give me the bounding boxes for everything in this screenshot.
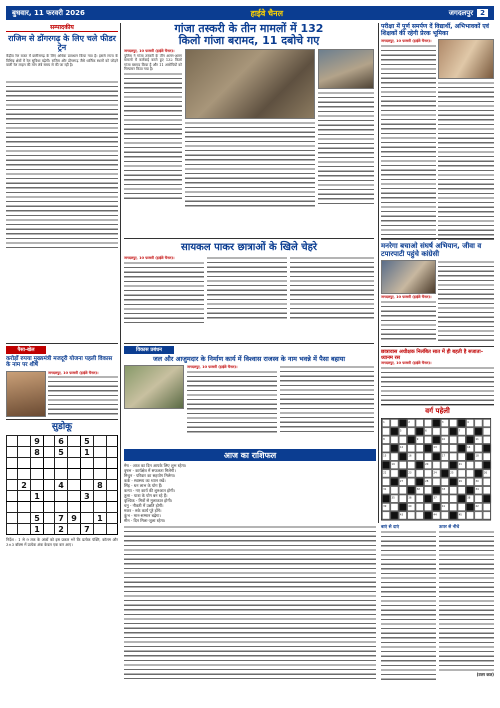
sudoku-title: सुडोकू <box>51 422 73 432</box>
mnrega-story <box>381 242 494 344</box>
sudoku-cell[interactable] <box>31 469 44 480</box>
crossword-down-label: ऊपर से नीचे <box>439 525 460 530</box>
sudoku-cell[interactable]: 1 <box>31 491 44 502</box>
horoscope-list <box>124 463 376 523</box>
horoscope-title: आज का राशिफल <box>124 449 376 461</box>
lead-text-col1 <box>124 72 182 202</box>
crossword-footer: (उत्तर कल) <box>476 672 494 677</box>
lead-text-col2 <box>185 121 315 207</box>
exam-headline: परीक्षा में पूर्ण समर्पण दें विद्यार्थी, अभिभावकों एवं शिक्षकों की रहेगी प्रेरक भूमिका <box>381 23 489 37</box>
section-divider <box>124 343 374 344</box>
cycle-text-col3 <box>290 256 374 322</box>
horoscope-item: वृषभ - कार्यक्षेत्र में सफलता मिलेगी। <box>124 468 176 473</box>
sudoku-cell[interactable]: 8 <box>31 447 44 458</box>
section-divider <box>6 343 118 344</box>
crossword-clues <box>381 524 494 680</box>
lead-story <box>124 23 374 207</box>
cycle-text-col2 <box>207 256 287 322</box>
horoscope-section <box>124 449 376 679</box>
sudoku-cell[interactable] <box>93 524 106 535</box>
wages-kicker: पैसा-खेल <box>6 346 46 354</box>
left-story-wages <box>6 346 118 417</box>
horoscope-item: मकर - रुके कार्य पूरे होंगे। <box>124 508 162 513</box>
horoscope-item: मीन - दिन मिला-जुला रहेगा। <box>124 518 166 523</box>
sudoku-cell[interactable]: 5 <box>80 436 93 447</box>
sudoku-cell[interactable] <box>43 458 54 469</box>
sudoku-cell[interactable] <box>18 524 31 535</box>
editorial-text-block <box>6 80 118 248</box>
sudoku-cell[interactable] <box>93 447 106 458</box>
sudoku-cell[interactable] <box>68 447 81 458</box>
sudoku-cell[interactable] <box>68 436 81 447</box>
section-divider <box>381 346 494 347</box>
wages-photo <box>6 371 46 417</box>
mnrega-text-col2 <box>438 260 494 344</box>
center-story-water <box>124 346 374 436</box>
column-divider <box>120 23 121 523</box>
sudoku-cell[interactable] <box>80 513 93 524</box>
sudoku-cell[interactable] <box>7 480 18 491</box>
sudoku-cell[interactable]: 7 <box>80 524 93 535</box>
horoscope-text-block <box>124 525 376 679</box>
exam-photo <box>438 39 494 79</box>
wages-headline: करोड़ों रुपया मुख्यमंत्री मजदूरी योजना पहली विकास के नाम पर शीर्ष <box>6 356 113 369</box>
sudoku-cell[interactable] <box>68 502 81 513</box>
sudoku-cell[interactable] <box>43 480 54 491</box>
water-headline: जल और आजुमदार के निर्माण कार्य में विश्वास राजस्व के नाम भवन्ने में पैसा बहाया <box>152 355 346 363</box>
cycle-text-col1 <box>124 261 204 323</box>
wages-text <box>48 375 118 417</box>
sudoku-grid[interactable] <box>6 435 118 535</box>
sudoku-cell[interactable] <box>68 524 81 535</box>
horoscope-item: कर्क - स्वास्थ्य का ध्यान रखें। <box>124 478 166 483</box>
section-divider <box>6 419 118 420</box>
section-name: जगदलपुर <box>448 8 474 17</box>
sudoku-section <box>6 422 118 547</box>
mnrega-photo <box>381 260 436 294</box>
sudoku-cell[interactable] <box>106 480 117 491</box>
mnrega-text-col1 <box>381 300 436 340</box>
wages-dateline: जगदलपुर, 10 फरवरी (हाईवे चैनल)। <box>48 370 99 375</box>
sudoku-cell[interactable] <box>31 502 44 513</box>
sudoku-cell[interactable] <box>106 491 117 502</box>
section-divider <box>381 238 494 239</box>
sudoku-cell[interactable]: 7 <box>55 513 68 524</box>
exam-text-col1 <box>381 44 436 240</box>
sudoku-cell[interactable]: 5 <box>55 447 68 458</box>
sudoku-cell[interactable] <box>93 469 106 480</box>
section-divider <box>381 404 494 405</box>
sudoku-cell[interactable] <box>43 436 54 447</box>
sudoku-cell[interactable] <box>93 491 106 502</box>
water-text-col2 <box>280 365 374 435</box>
page-number: 2 <box>477 9 488 17</box>
sudoku-cell[interactable] <box>93 502 106 513</box>
sudoku-cell[interactable] <box>80 458 93 469</box>
horoscope-item: वृश्चिक - मित्रों से मुलाकात होगी। <box>124 498 173 503</box>
horoscope-item: कुंभ - मान-सम्मान बढ़ेगा। <box>124 513 161 518</box>
column-divider <box>378 23 379 523</box>
horoscope-item: सिंह - धन लाभ के योग हैं। <box>124 483 163 488</box>
sudoku-cell[interactable] <box>68 458 81 469</box>
sudoku-cell[interactable] <box>18 513 31 524</box>
sudoku-cell[interactable] <box>43 469 54 480</box>
sudoku-cell[interactable] <box>68 491 81 502</box>
sudoku-cell[interactable] <box>18 458 31 469</box>
horoscope-item: कन्या - नए कार्य की शुरुआत होगी। <box>124 488 175 493</box>
hostel-story <box>381 349 494 408</box>
exam-text-col2 <box>438 81 494 241</box>
sudoku-cell[interactable]: 2 <box>55 524 68 535</box>
sudoku-cell[interactable] <box>43 524 54 535</box>
crossword-across-label: बाएं से दाएं <box>381 525 399 530</box>
sudoku-cell[interactable]: 1 <box>80 447 93 458</box>
sudoku-cell[interactable]: 2 <box>18 480 31 491</box>
sudoku-cell[interactable] <box>55 469 68 480</box>
crossword-title: वर्ग पहेली <box>425 407 450 415</box>
editorial-label: सम्पादकीय <box>6 23 118 32</box>
sudoku-cell[interactable] <box>18 502 31 513</box>
editorial-headline: राजिम से डोंगरगढ़ के लिए चले फीडर ट्रेन <box>8 34 116 52</box>
sudoku-cell[interactable] <box>7 491 18 502</box>
section-divider <box>124 238 374 239</box>
sudoku-cell[interactable] <box>43 447 54 458</box>
sudoku-cell[interactable] <box>7 469 18 480</box>
hostel-headline: छात्रावास अधीक्षक निलंबित सात में ही बहती है सजाता–ध्यानम रस <box>381 349 484 361</box>
water-photo <box>124 365 184 409</box>
sudoku-cell[interactable] <box>106 436 117 447</box>
sudoku-cell[interactable] <box>93 458 106 469</box>
sudoku-cell[interactable] <box>7 436 18 447</box>
crossword-section <box>381 407 494 540</box>
sudoku-cell[interactable]: 9 <box>68 513 81 524</box>
sudoku-cell[interactable] <box>31 480 44 491</box>
sudoku-cell[interactable] <box>31 458 44 469</box>
lead-dateline: जगदलपुर, 10 फरवरी (हाईवे चैनल)। <box>124 49 175 53</box>
sudoku-cell[interactable] <box>106 513 117 524</box>
newspaper-brand: हाईवे चैनल <box>250 8 284 18</box>
sudoku-cell[interactable] <box>68 480 81 491</box>
horoscope-item: तुला - यात्रा के योग बन रहे हैं। <box>124 493 168 498</box>
crossword-down-clues <box>439 530 494 672</box>
sudoku-cell[interactable] <box>68 469 81 480</box>
sudoku-cell[interactable]: 4 <box>55 480 68 491</box>
sudoku-cell[interactable] <box>106 458 117 469</box>
crossword-across-clues <box>381 530 436 680</box>
sudoku-cell[interactable]: 9 <box>31 436 44 447</box>
editorial-column <box>6 23 118 248</box>
sudoku-cell[interactable] <box>55 491 68 502</box>
sudoku-cell[interactable] <box>18 469 31 480</box>
mnrega-dateline: जगदलपुर, 10 फरवरी (हाईवे चैनल)। <box>381 295 432 299</box>
sudoku-cell[interactable] <box>18 436 31 447</box>
lead-inset-photo <box>318 49 374 89</box>
issue-date: बुधवार, 11 फरवरी 2026 <box>12 8 85 17</box>
mnrega-headline: मनरेगा बचाओ संघर्ष अभियान, जीवा व टपारपाटी पहुंचे कांग्रेसी <box>381 242 482 258</box>
cycle-dateline: जगदलपुर, 10 फरवरी (हाईवे चैनल)। <box>124 256 175 260</box>
sudoku-cell[interactable] <box>7 502 18 513</box>
sudoku-cell[interactable] <box>55 502 68 513</box>
sudoku-cell[interactable] <box>106 524 117 535</box>
hostel-dateline: जगदलपुर, 10 फरवरी (हाईवे चैनल)। <box>381 361 432 365</box>
exam-dateline: जगदलपुर, 10 फरवरी (हाईवे चैनल)। <box>381 39 432 43</box>
lead-photo <box>185 49 315 119</box>
sudoku-cell[interactable] <box>18 491 31 502</box>
sudoku-cell[interactable] <box>7 513 18 524</box>
sudoku-cell[interactable]: 1 <box>31 524 44 535</box>
sudoku-cell[interactable] <box>93 436 106 447</box>
sudoku-cell[interactable] <box>43 491 54 502</box>
sudoku-cell[interactable]: 8 <box>93 480 106 491</box>
water-dateline: जगदलपुर, 10 फरवरी (हाईवे चैनल)। <box>187 365 238 370</box>
sudoku-cell[interactable] <box>7 458 18 469</box>
sudoku-cell[interactable] <box>80 502 93 513</box>
lead-text-col3 <box>318 91 374 207</box>
masthead <box>6 6 494 20</box>
right-story-exam <box>381 23 494 241</box>
horoscope-item: मेष - आज का दिन आपके लिए शुभ रहेगा। <box>124 463 187 468</box>
sudoku-cell[interactable] <box>18 447 31 458</box>
sudoku-cell[interactable]: 1 <box>93 513 106 524</box>
sudoku-cell[interactable] <box>106 469 117 480</box>
newspaper-page <box>6 6 494 704</box>
crossword-grid[interactable]: 1 2 3 4 5 6 7 8 9 10 11 12 13 14 15 16 17 18 19 20 21 22 23 24 25 26 27 28 29 30 31 32 33 34 35 36 37 38 39 40 41 42 43 44 45 <box>381 418 491 520</box>
lead-headline-line1: गांजा तस्करी के तीन मामलों में 132 <box>174 22 324 35</box>
sudoku-cell[interactable] <box>80 469 93 480</box>
sudoku-cell[interactable] <box>106 447 117 458</box>
sudoku-cell[interactable] <box>55 458 68 469</box>
sudoku-cell[interactable] <box>7 524 18 535</box>
sudoku-cell[interactable]: 5 <box>31 513 44 524</box>
editorial-body: केंद्रीय रेल बजट में छत्तीसगढ़ के लिए अधिक प्रावधान किया गया है। इससे राज्य के विभिन्न क्षेत्रों में रेल सुविधा बढ़ेगी। राजिम और डोंगरगढ़ जैसे धार्मिक स्थलों को जोड़ने वाली रेल लाइन की मांग लंबे समय से की जा रही है। <box>6 54 118 68</box>
sudoku-cell[interactable]: 6 <box>55 436 68 447</box>
sudoku-cell[interactable] <box>7 447 18 458</box>
water-kicker: विकास प्रबंधन <box>124 346 174 354</box>
cycle-headline: सायकल पाकर छात्राओं के खिले चेहरे <box>181 242 317 253</box>
water-text-col1 <box>187 370 277 436</box>
hostel-text <box>381 366 494 408</box>
sudoku-cell[interactable] <box>106 502 117 513</box>
sudoku-cell[interactable] <box>43 513 54 524</box>
horoscope-item: धनु - नौकरी में उन्नति होगी। <box>124 503 164 508</box>
sudoku-cell[interactable] <box>80 480 93 491</box>
sudoku-cell[interactable]: 3 <box>80 491 93 502</box>
horoscope-item: मिथुन - परिवार का सहयोग मिलेगा। <box>124 473 176 478</box>
cycle-story <box>124 242 374 323</box>
sudoku-cell[interactable] <box>43 502 54 513</box>
lead-headline-line2: किलो गांजा बरामद, 11 दबोचे गए <box>178 34 320 47</box>
sudoku-note: निर्देश : 1 से 9 तक के अंकों को इस प्रकार भरें कि प्रत्येक पंक्ति, कॉलम और 3×3 बॉक्स में प्रत्येक अंक केवल एक बार आए। <box>6 537 118 547</box>
lead-body: पुलिस ने गांजा तस्करी के तीन अलग-अलग मामलों में कार्रवाई करते हुए 132 किलो गांजा बरामद किया है और 11 आरोपियों को गिरफ्तार किया गया है। <box>124 53 182 72</box>
